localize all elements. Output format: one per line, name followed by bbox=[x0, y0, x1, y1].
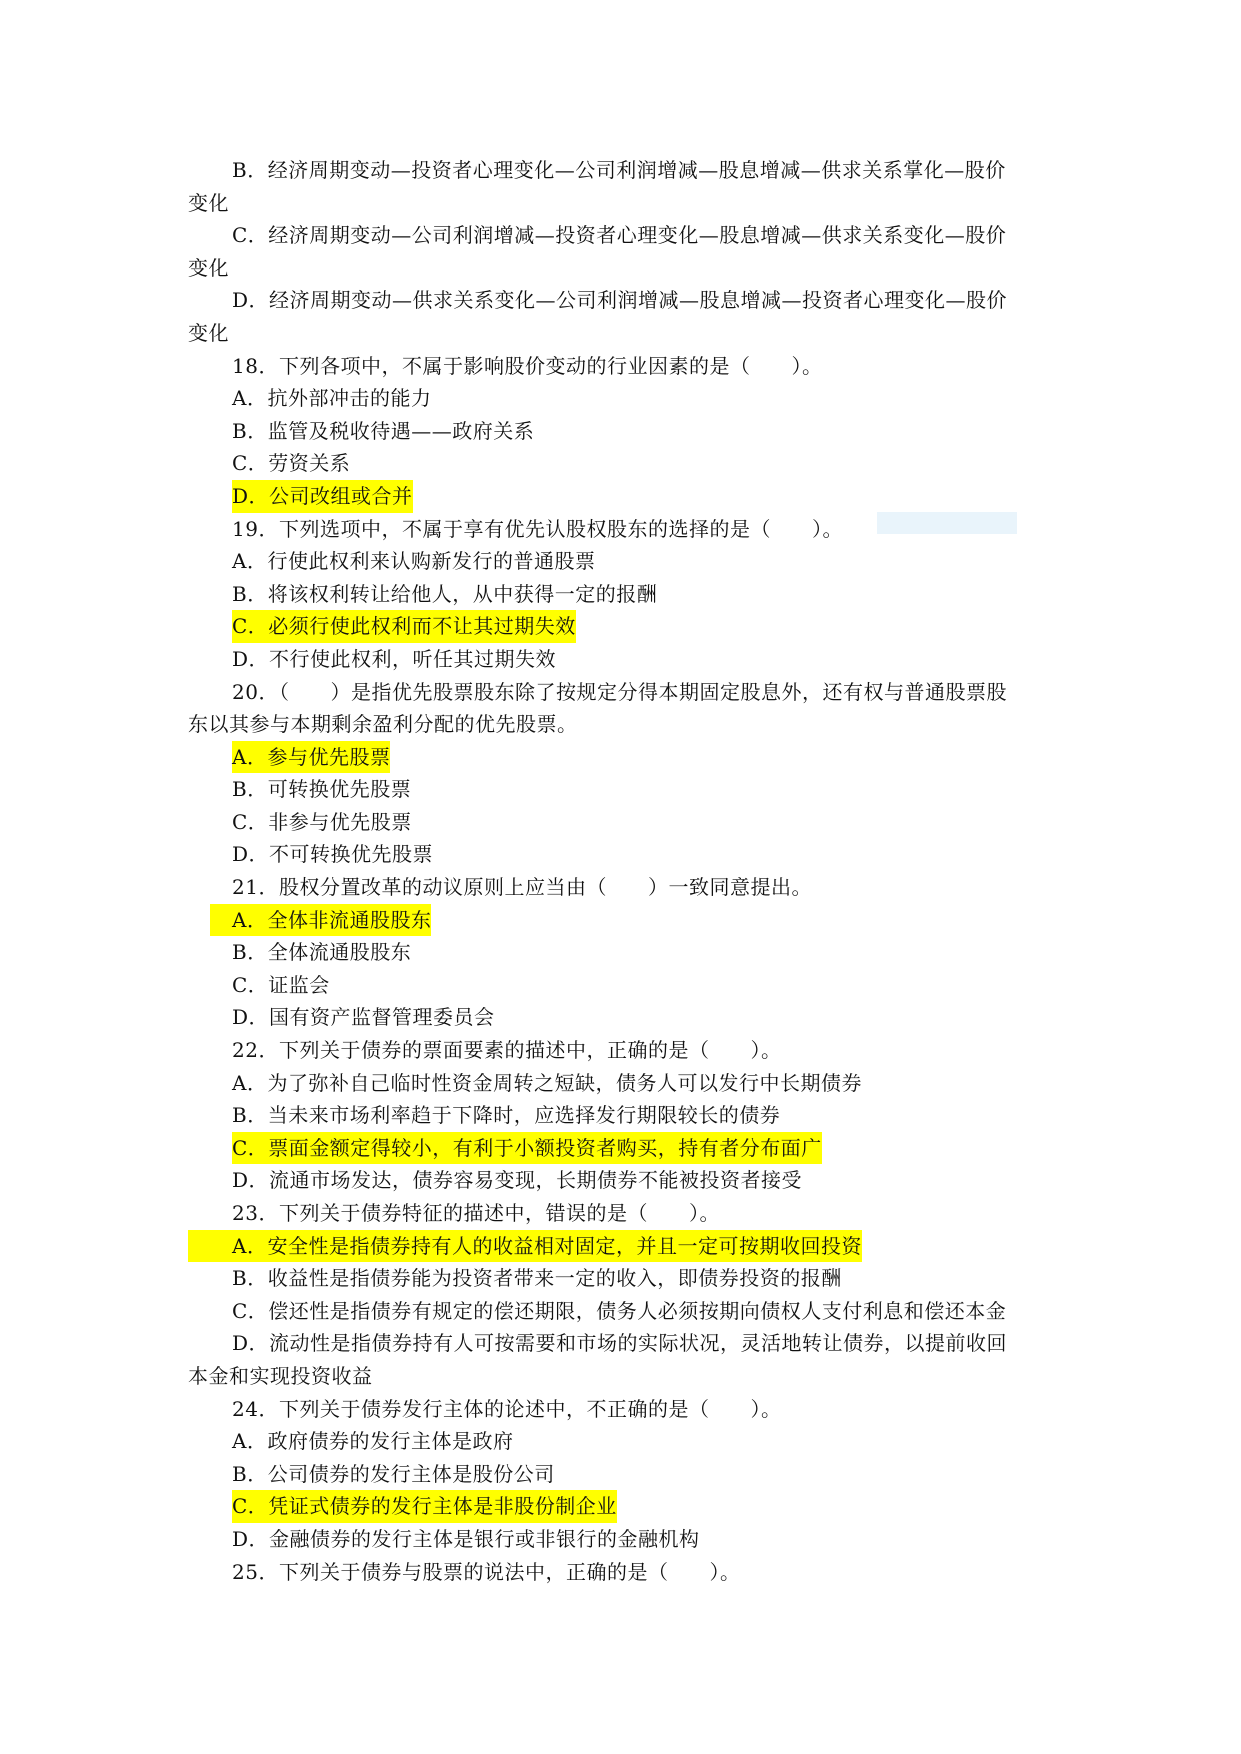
line-text: 东以其参与本期剩余盈利分配的优先股票。 bbox=[188, 712, 578, 737]
line-text: 23．下列关于债券特征的描述中，错误的是（ ）。 bbox=[232, 1201, 720, 1225]
line-text: B．将该权利转让给他人，从中获得一定的报酬 bbox=[232, 581, 658, 606]
line-text: B．全体流通股股东 bbox=[232, 940, 412, 965]
line-text: 21．股权分置改革的动议原则上应当由（ ）一致同意提出。 bbox=[232, 875, 812, 900]
line-text: D．不可转换优先股票 bbox=[232, 842, 434, 867]
text-line bbox=[0, 676, 1241, 709]
text-line bbox=[0, 1458, 1241, 1491]
text-line bbox=[0, 545, 1241, 578]
line-text: D．经济周期变动—供求关系变化—公司利润增减—股息增减—投资者心理变化—股价 bbox=[232, 288, 1008, 313]
line-text: B．可转换优先股票 bbox=[232, 777, 412, 802]
text-line bbox=[0, 447, 1241, 480]
text-line bbox=[0, 838, 1241, 871]
text-line bbox=[0, 513, 1241, 546]
line-text: 本金和实现投资收益 bbox=[188, 1363, 373, 1388]
line-text: C．劳资关系 bbox=[232, 451, 351, 476]
line-text: A．政府债券的发行主体是政府 bbox=[232, 1429, 514, 1454]
highlighted-answer-text: A．全体非流通股股东 bbox=[210, 904, 431, 937]
highlighted-answer-text: C．凭证式债券的发行主体是非股份制企业 bbox=[232, 1490, 617, 1523]
text-line bbox=[0, 480, 1241, 513]
line-text: C．经济周期变动—公司利润增减—投资者心理变化—股息增减—供求关系变化—股价 bbox=[232, 223, 1007, 248]
text-line bbox=[0, 1067, 1241, 1100]
text-line bbox=[0, 578, 1241, 611]
text-line bbox=[0, 1034, 1241, 1067]
text-line bbox=[0, 904, 1241, 937]
line-text: A．行使此权利来认购新发行的普通股票 bbox=[232, 549, 596, 574]
text-line bbox=[0, 1164, 1241, 1197]
line-text: 20．（ ）是指优先股票股东除了按规定分得本期固定股息外，还有权与普通股票股 bbox=[232, 679, 1007, 704]
text-line bbox=[0, 1295, 1241, 1328]
highlighted-answer-text: C．必须行使此权利而不让其过期失效 bbox=[232, 610, 576, 643]
line-text: B．收益性是指债券能为投资者带来一定的收入，即债券投资的报酬 bbox=[232, 1266, 842, 1291]
line-text: D．国有资产监督管理委员会 bbox=[232, 1005, 495, 1030]
line-text: B．监管及税收待遇——政府关系 bbox=[232, 418, 535, 443]
line-text: B．经济周期变动—投资者心理变化—公司利润增减—股息增减—供求关系掌化—股价 bbox=[232, 158, 1006, 182]
line-text: 变化 bbox=[188, 190, 229, 215]
line-text: 25．下列关于债券与股票的说法中，正确的是（ ）。 bbox=[232, 1559, 741, 1584]
highlighted-answer-text: A．参与优先股票 bbox=[232, 741, 390, 774]
text-line bbox=[0, 1197, 1241, 1230]
highlighted-answer-text: C．票面金额定得较小，有利于小额投资者购买，持有者分布面广 bbox=[232, 1132, 822, 1165]
text-line bbox=[0, 187, 1241, 220]
line-text: 19．下列选项中，不属于享有优先认股权股东的选择的是（ ）。 bbox=[232, 516, 843, 541]
text-line bbox=[0, 219, 1241, 252]
text-line bbox=[0, 1099, 1241, 1132]
text-line bbox=[0, 1360, 1241, 1393]
text-line bbox=[0, 382, 1241, 415]
line-text: C．非参与优先股票 bbox=[232, 809, 412, 834]
line-text: B．公司债券的发行主体是股份公司 bbox=[232, 1461, 555, 1486]
text-line bbox=[0, 741, 1241, 774]
text-line bbox=[0, 643, 1241, 676]
text-line bbox=[0, 284, 1241, 317]
text-line bbox=[0, 1327, 1241, 1360]
document-content bbox=[0, 154, 1241, 1588]
text-line bbox=[0, 773, 1241, 806]
text-line bbox=[0, 936, 1241, 969]
text-line bbox=[0, 1393, 1241, 1426]
text-line bbox=[0, 708, 1241, 741]
text-line bbox=[0, 1523, 1241, 1556]
line-text: B．当未来市场利率趋于下降时，应选择发行期限较长的债券 bbox=[232, 1103, 781, 1128]
line-text: 24．下列关于债券发行主体的论述中，不正确的是（ ）。 bbox=[232, 1396, 782, 1421]
line-text: 变化 bbox=[188, 255, 229, 280]
text-line bbox=[0, 1490, 1241, 1523]
text-line bbox=[0, 350, 1241, 383]
text-line bbox=[0, 969, 1241, 1002]
text-line bbox=[0, 1262, 1241, 1295]
line-text: C．证监会 bbox=[232, 972, 330, 997]
text-line bbox=[0, 610, 1241, 643]
line-text: 22．下列关于债券的票面要素的描述中，正确的是（ ）。 bbox=[232, 1038, 782, 1063]
line-text: D．金融债券的发行主体是银行或非银行的金融机构 bbox=[232, 1526, 700, 1551]
highlighted-answer-text: A．安全性是指债券持有人的收益相对固定，并且一定可按期收回投资 bbox=[188, 1230, 862, 1263]
text-line bbox=[0, 806, 1241, 839]
highlighted-answer-text: D．公司改组或合并 bbox=[232, 480, 413, 513]
line-text: D．流通市场发达，债券容易变现，长期债券不能被投资者接受 bbox=[232, 1168, 803, 1193]
line-text: 18．下列各项中，不属于影响股价变动的行业因素的是（ ）。 bbox=[232, 353, 823, 378]
line-text: A．为了弥补自己临时性资金周转之短缺，债务人可以发行中长期债券 bbox=[232, 1070, 862, 1095]
line-text: C．偿还性是指债券有规定的偿还期限，债务人必须按期向债权人支付利息和偿还本金 bbox=[232, 1298, 1007, 1323]
text-line bbox=[0, 1001, 1241, 1034]
text-line bbox=[0, 871, 1241, 904]
line-text: D．不行使此权利，听任其过期失效 bbox=[232, 646, 557, 671]
text-line bbox=[0, 1425, 1241, 1458]
line-text: A．抗外部冲击的能力 bbox=[232, 386, 432, 411]
text-line bbox=[0, 1230, 1241, 1263]
text-line bbox=[0, 252, 1241, 285]
line-text: D．流动性是指债券持有人可按需要和市场的实际状况，灵活地转让债券，以提前收回 bbox=[232, 1331, 1008, 1356]
text-line bbox=[0, 317, 1241, 350]
line-text: 变化 bbox=[188, 320, 229, 345]
text-line bbox=[0, 154, 1241, 187]
text-line bbox=[0, 1556, 1241, 1589]
text-line bbox=[0, 415, 1241, 448]
text-line bbox=[0, 1132, 1241, 1165]
